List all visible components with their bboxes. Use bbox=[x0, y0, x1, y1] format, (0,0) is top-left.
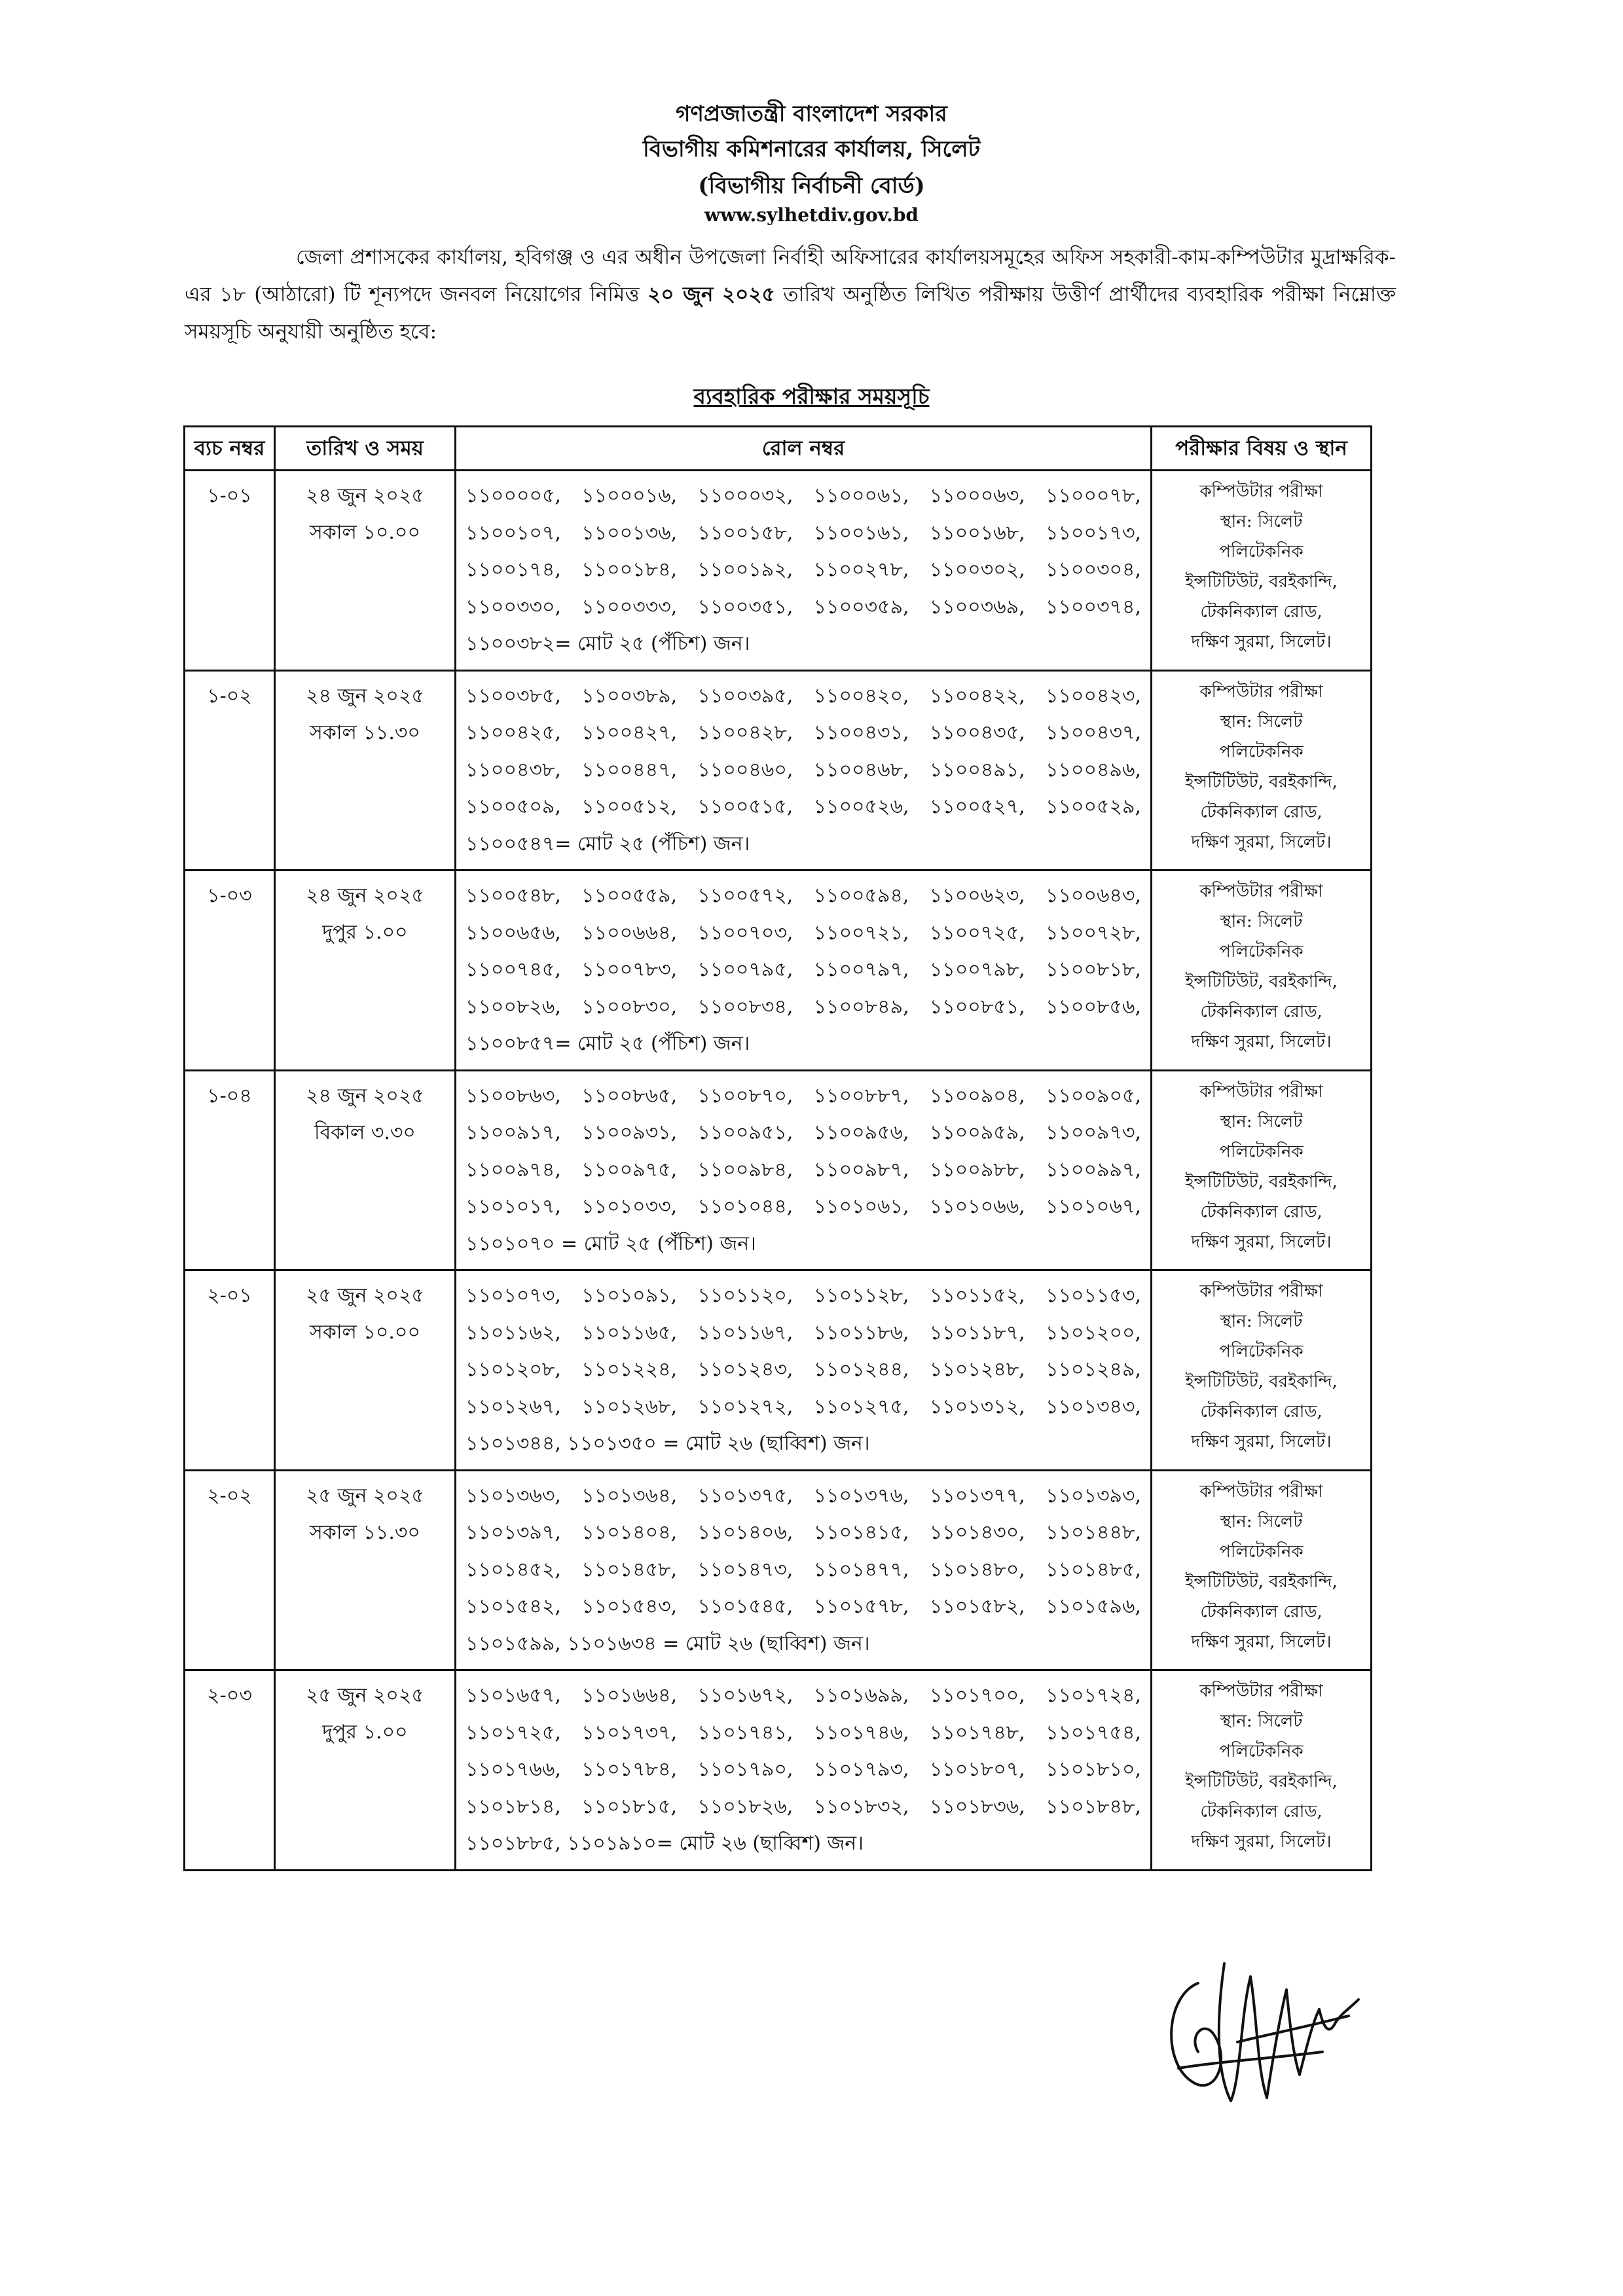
venue-line: টেকনিক্যাল রোড, bbox=[1200, 1602, 1322, 1622]
roll-numbers: ১১০০০০৫, ১১০০০১৬, ১১০০০৩২, ১১০০০৬১, ১১০০০৬৩, ১১০০০৭৮, ১১০০১০৭, ১১০০১৩৬, ১১০০১৫৮, ১১০০১৬১, ১১০০১৬৮, ১১০০১৭৩, ১১০০১৭৪, ১১০০১৮৪, ১১০০১৯২, ১১০০২৭৮, ১১০০৩০২, ১১০০৩০৪, ১১০০৩৩০, ১১০০৩৩৩, ১১০০৩৫১, ১১০০৩৫৯, ১১০০৩৬৯, ১১০০৩৭৪, ১১০০৩৮২= মোট ২৫ (পঁচিশ) জন। bbox=[456, 471, 1152, 671]
intro-text-part1: জেলা প্রশাসকের কার্যালয়, হবিগঞ্জ ও এর অধীন উপজেলা নির্বাহী অফিসারের কার্যালয়সমূহের অফিস সহকারী-কাম-কম্পিউটার মুদ্রাক্ষরিক-এর ১৮ (আঠারো) টি শূন্যপদে জনবল নিয়োগের নিমিত্ত bbox=[185, 245, 1396, 306]
column-header-roll: রোল নম্বর bbox=[456, 427, 1152, 471]
batch-number: ১-০১ bbox=[185, 471, 275, 671]
venue-line: টেকনিক্যাল রোড, bbox=[1200, 802, 1322, 822]
schedule-table bbox=[183, 425, 1372, 1871]
venue-line: স্থান: সিলেট bbox=[1220, 1511, 1303, 1532]
exam-date: ২৪ জুন ২০২৫ bbox=[306, 884, 424, 907]
venue-line: স্থান: সিলেট bbox=[1220, 512, 1303, 531]
column-header-subject: পরীক্ষার বিষয় ও স্থান bbox=[1152, 427, 1372, 471]
batch-number: ২-০২ bbox=[185, 1470, 275, 1670]
table-row bbox=[185, 1470, 1372, 1670]
venue-line: কম্পিউটার পরীক্ষা bbox=[1199, 1081, 1323, 1102]
venue-line: ইন্সটিটিউট, বরইকান্দি, bbox=[1185, 1372, 1338, 1391]
roll-numbers: ১১০১৬৫৭, ১১০১৬৬৪, ১১০১৬৭২, ১১০১৬৯৯, ১১০১৭০০, ১১০১৭২৪, ১১০১৭২৫, ১১০১৭৩৭, ১১০১৭৪১, ১১০১৭৪৬, ১১০১৭৪৮, ১১০১৭৫৪, ১১০১৭৬৬, ১১০১৭৮৪, ১১০১৭৯০, ১১০১৭৯৩, ১১০১৮০৭, ১১০১৮১০, ১১০১৮১৪, ১১০১৮১৫, ১১০১৮২৬, ১১০১৮৩২, ১১০১৮৩৬, ১১০১৮৪৮, ১১০১৮৮৫, ১১০১৯১০= মোট ২৬ (ছাব্বিশ) জন। bbox=[456, 1670, 1152, 1871]
exam-time: দুপুর ১.০০ bbox=[322, 1721, 408, 1744]
table-row bbox=[185, 670, 1372, 870]
venue-line: স্থান: সিলেট bbox=[1220, 1312, 1303, 1331]
exam-date: ২৪ জুন ২০২৫ bbox=[306, 1084, 424, 1107]
exam-time: বিকাল ৩.৩০ bbox=[314, 1121, 416, 1144]
venue-line: ইন্সটিটিউট, বরইকান্দি, bbox=[1185, 572, 1338, 592]
intro-exam-date: ২০ জুন ২০২৫ bbox=[647, 283, 775, 306]
table-row bbox=[185, 1670, 1372, 1871]
exam-subject-venue bbox=[1152, 1270, 1372, 1471]
table-row bbox=[185, 471, 1372, 671]
venue-line: পলিটেকনিক bbox=[1219, 542, 1304, 562]
exam-subject-venue bbox=[1152, 1470, 1372, 1670]
venue-line: স্থান: সিলেট bbox=[1220, 1111, 1303, 1132]
exam-subject-venue bbox=[1152, 870, 1372, 1071]
roll-numbers: ১১০১০৭৩, ১১০১০৯১, ১১০১১২০, ১১০১১২৮, ১১০১১৫২, ১১০১১৫৩, ১১০১১৬২, ১১০১১৬৫, ১১০১১৬৭, ১১০১১৮৬, ১১০১১৮৭, ১১০১২০০, ১১০১২০৮, ১১০১২২৪, ১১০১২৪৩, ১১০১২৪৪, ১১০১২৪৮, ১১০১২৪৯, ১১০১২৬৭, ১১০১২৬৮, ১১০১২৭২, ১১০১২৭৫, ১১০১৩১২, ১১০১৩৪৩, ১১০১৩৪৪, ১১০১৩৫০ = মোট ২৬ (ছাব্বিশ) জন। bbox=[456, 1270, 1152, 1471]
venue-line: দক্ষিণ সুরমা, সিলেট। bbox=[1191, 632, 1332, 652]
venue-line: কম্পিউটার পরীক্ষা bbox=[1199, 882, 1323, 901]
intro-paragraph bbox=[185, 239, 1396, 351]
venue-line: স্থান: সিলেট bbox=[1220, 1712, 1303, 1731]
table-title: ব্যবহারিক পরীক্ষার সময়সূচি bbox=[693, 384, 930, 409]
venue-line: ইন্সটিটিউট, বরইকান্দি, bbox=[1185, 772, 1338, 792]
exam-time: সকাল ১১.৩০ bbox=[310, 1520, 420, 1544]
exam-subject-venue bbox=[1152, 1070, 1372, 1270]
table-row bbox=[185, 1070, 1372, 1270]
roll-numbers: ১১০০৮৬৩, ১১০০৮৬৫, ১১০০৮৭০, ১১০০৮৮৭, ১১০০৯০৪, ১১০০৯০৫, ১১০০৯১৭, ১১০০৯৩১, ১১০০৯৫১, ১১০০৯৫৬, ১১০০৯৫৯, ১১০০৯৭৩, ১১০০৯৭৪, ১১০০৯৭৫, ১১০০৯৮৪, ১১০০৯৮৭, ১১০০৯৮৮, ১১০০৯৯৭, ১১০১০১৭, ১১০১০৩৩, ১১০১০৪৪, ১১০১০৬১, ১১০১০৬৬, ১১০১০৬৭, ১১০১০৭০ = মোট ২৫ (পঁচিশ) জন। bbox=[456, 1070, 1152, 1270]
venue-line: টেকনিক্যাল রোড, bbox=[1200, 1402, 1322, 1422]
venue-line: পলিটেকনিক bbox=[1219, 1742, 1304, 1761]
datetime-cell bbox=[275, 1670, 456, 1871]
signature bbox=[1152, 1937, 1368, 2114]
venue-line: কম্পিউটার পরীক্ষা bbox=[1199, 681, 1323, 702]
venue-line: ইন্সটিটিউট, বরইকান্দি, bbox=[1185, 1172, 1338, 1192]
batch-number: ১-০৩ bbox=[185, 870, 275, 1071]
venue-line: স্থান: সিলেট bbox=[1220, 912, 1303, 931]
batch-number: ১-০৪ bbox=[185, 1070, 275, 1270]
table-row bbox=[185, 870, 1372, 1071]
venue-line: পলিটেকনিক bbox=[1219, 1141, 1304, 1162]
datetime-cell bbox=[275, 870, 456, 1071]
venue-line: পলিটেকনিক bbox=[1219, 942, 1304, 961]
venue-line: পলিটেকনিক bbox=[1219, 1342, 1304, 1361]
batch-number: ২-০১ bbox=[185, 1270, 275, 1471]
venue-line: ইন্সটিটিউট, বরইকান্দি, bbox=[1185, 972, 1338, 992]
datetime-cell bbox=[275, 1470, 456, 1670]
venue-line: দক্ষিণ সুরমা, সিলেট। bbox=[1191, 1232, 1332, 1252]
header-office: বিভাগীয় কমিশনারের কার্যালয়, সিলেট bbox=[642, 136, 981, 162]
datetime-cell bbox=[275, 670, 456, 870]
venue-line: কম্পিউটার পরীক্ষা bbox=[1199, 1481, 1323, 1501]
venue-line: দক্ষিণ সুরমা, সিলেট। bbox=[1191, 1432, 1332, 1452]
exam-time: সকাল ১১.৩০ bbox=[310, 721, 420, 744]
venue-line: দক্ষিণ সুরমা, সিলেট। bbox=[1191, 1832, 1332, 1852]
roll-numbers: ১১০০৩৮৫, ১১০০৩৮৯, ১১০০৩৯৫, ১১০০৪২০, ১১০০৪২২, ১১০০৪২৩, ১১০০৪২৫, ১১০০৪২৭, ১১০০৪২৮, ১১০০৪৩১, ১১০০৪৩৫, ১১০০৪৩৭, ১১০০৪৩৮, ১১০০৪৪৭, ১১০০৪৬০, ১১০০৪৬৮, ১১০০৪৯১, ১১০০৪৯৬, ১১০০৫০৯, ১১০০৫১২, ১১০০৫১৫, ১১০০৫২৬, ১১০০৫২৭, ১১০০৫২৯, ১১০০৫৪৭= মোট ২৫ (পঁচিশ) জন। bbox=[456, 670, 1152, 870]
table-row bbox=[185, 1270, 1372, 1471]
column-header-batch: ব্যচ নম্বর bbox=[185, 427, 275, 471]
table-header-row bbox=[185, 427, 1372, 471]
venue-line: স্থান: সিলেট bbox=[1220, 711, 1303, 732]
datetime-cell bbox=[275, 1070, 456, 1270]
exam-date: ২৫ জুন ২০২৫ bbox=[306, 1484, 424, 1507]
header-website[interactable]: www.sylhetdiv.gov.bd bbox=[704, 204, 919, 226]
batch-number: ১-০২ bbox=[185, 670, 275, 870]
exam-date: ২৪ জুন ২০২৫ bbox=[306, 484, 424, 507]
exam-time: সকাল ১০.০০ bbox=[310, 521, 420, 544]
venue-line: টেকনিক্যাল রোড, bbox=[1200, 1802, 1322, 1821]
exam-subject-venue bbox=[1152, 1670, 1372, 1871]
venue-line: পলিটেকনিক bbox=[1219, 742, 1304, 762]
venue-line: টেকনিক্যাল রোড, bbox=[1200, 602, 1322, 622]
exam-time: দুপুর ১.০০ bbox=[322, 921, 408, 944]
venue-line: টেকনিক্যাল রোড, bbox=[1200, 1002, 1322, 1022]
exam-subject-venue bbox=[1152, 670, 1372, 870]
datetime-cell bbox=[275, 471, 456, 671]
venue-line: দক্ষিণ সুরমা, সিলেট। bbox=[1191, 1632, 1332, 1652]
roll-numbers: ১১০১৩৬৩, ১১০১৩৬৪, ১১০১৩৭৫, ১১০১৩৭৬, ১১০১৩৭৭, ১১০১৩৯৩, ১১০১৩৯৭, ১১০১৪০৪, ১১০১৪০৬, ১১০১৪১৫, ১১০১৪৩০, ১১০১৪৪৮, ১১০১৪৫২, ১১০১৪৫৮, ১১০১৪৭৩, ১১০১৪৭৭, ১১০১৪৮০, ১১০১৪৮৫, ১১০১৫৪২, ১১০১৫৪৩, ১১০১৫৪৫, ১১০১৫৭৮, ১১০১৫৮২, ১১০১৫৯৬, ১১০১৫৯৯, ১১০১৬৩৪ = মোট ২৬ (ছাব্বিশ) জন। bbox=[456, 1470, 1152, 1670]
exam-time: সকাল ১০.০০ bbox=[310, 1321, 420, 1344]
header-board: (বিভাগীয় নির্বাচনী বোর্ড) bbox=[698, 173, 925, 199]
venue-line: টেকনিক্যাল রোড, bbox=[1200, 1202, 1322, 1222]
exam-subject-venue bbox=[1152, 471, 1372, 671]
batch-number: ২-০৩ bbox=[185, 1670, 275, 1871]
intro-text-part2: তারিখ অনুষ্ঠিত লিখিত পরীক্ষায় উত্তীর্ণ প্রার্থীদের ব্যবহারিক পরীক্ষা নিম্নোক্ত সময়সূচি অনুযায়ী অনুষ্ঠিত হবে: bbox=[185, 283, 1396, 344]
datetime-cell bbox=[275, 1270, 456, 1471]
exam-date: ২৪ জুন ২০২৫ bbox=[306, 684, 424, 708]
venue-line: কম্পিউটার পরীক্ষা bbox=[1199, 1282, 1323, 1301]
venue-line: কম্পিউটার পরীক্ষা bbox=[1199, 1681, 1323, 1701]
column-header-datetime: তারিখ ও সময় bbox=[275, 427, 456, 471]
venue-line: পলিটেকনিক bbox=[1219, 1541, 1304, 1562]
venue-line: ইন্সটিটিউট, বরইকান্দি, bbox=[1185, 1772, 1338, 1791]
roll-numbers: ১১০০৫৪৮, ১১০০৫৫৯, ১১০০৫৭২, ১১০০৫৯৪, ১১০০৬২৩, ১১০০৬৪৩, ১১০০৬৫৬, ১১০০৬৬৪, ১১০০৭০৩, ১১০০৭২১, ১১০০৭২৫, ১১০০৭২৮, ১১০০৭৪৫, ১১০০৭৮৩, ১১০০৭৯৫, ১১০০৭৯৭, ১১০০৭৯৮, ১১০০৮১৮, ১১০০৮২৬, ১১০০৮৩০, ১১০০৮৩৪, ১১০০৮৪৯, ১১০০৮৫১, ১১০০৮৫৬, ১১০০৮৫৭= মোট ২৫ (পঁচিশ) জন। bbox=[456, 870, 1152, 1071]
header-government: গণপ্রজাতন্ত্রী বাংলাদেশ সরকার bbox=[676, 101, 947, 127]
venue-line: দক্ষিণ সুরমা, সিলেট। bbox=[1191, 832, 1332, 852]
venue-line: ইন্সটিটিউট, বরইকান্দি, bbox=[1185, 1571, 1338, 1592]
venue-line: কম্পিউটার পরীক্ষা bbox=[1199, 482, 1323, 501]
exam-date: ২৫ জুন ২০২৫ bbox=[306, 1684, 424, 1707]
exam-date: ২৫ জুন ২০২৫ bbox=[306, 1284, 424, 1307]
venue-line: দক্ষিণ সুরমা, সিলেট। bbox=[1191, 1032, 1332, 1052]
